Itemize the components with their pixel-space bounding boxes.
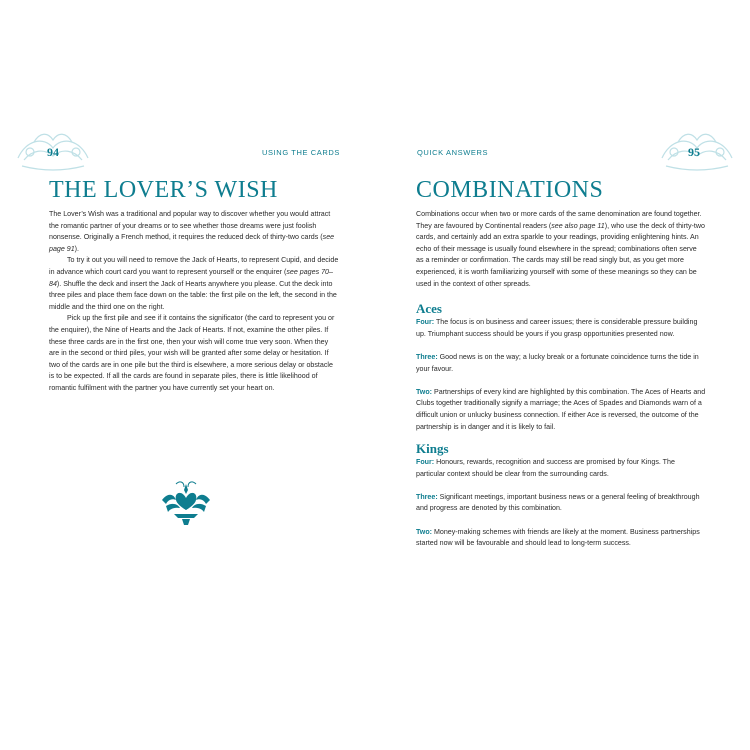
page-title-left: THE LOVER’S WISH: [49, 177, 278, 203]
combination-entry: Three: Good news is on the way; a lucky break or a fortunate coincidence turns the tide in your favour.: [416, 352, 699, 373]
page-number-left: 94: [47, 145, 59, 159]
right-body-text: [416, 209, 706, 550]
winged-heart-ornament-icon: [160, 478, 212, 528]
left-body-text: [49, 209, 339, 395]
combination-entry: Three: Significant meetings, important business news or a general feeling of breakthrough and progress are denoted by this combination.: [416, 492, 700, 513]
page-reference: see also page 11: [551, 221, 605, 230]
paragraph: Pick up the first pile and see if it contains the significator (the card to represent you or the enquirer), the Nine of Hearts and the Jack of Hearts. If not, examine the other piles. If these three cards are in the first one, then your wish will come true very soon. When they are in the second or third piles, your wish will be granted after some delay or hesitation. If two of the cards are in one pile but the third is elsewhere, a more serious delay or obstacle is to be expected. If all the cards are found in separate piles, there is little likelihood of romantic fulfilment with the partner you have currently set your heart on.: [49, 314, 335, 392]
section-heading-kings: Kings: [416, 441, 449, 457]
combination-entry: Four: The focus is on business and career issues; there is considerable pressure building up. Triumphant success should be yours if you grasp opportunities presented now.: [416, 318, 698, 338]
combination-entry: Four: Honours, rewards, recognition and success are promised by four Kings. The particular context should be clear from the surrounding cards.: [416, 458, 675, 478]
page-reference: see page 91: [49, 233, 335, 253]
page-title-right: COMBINATIONS: [416, 177, 604, 203]
running-head-left: USING THE CARDS: [262, 148, 341, 157]
intro-paragraph: Combinations occur when two or more cards of the same denomination are found together. They are favoured by Continental readers (see also page 11), who use the deck of thirty-two cards, and certainly add an extra sparkle to your readings, providing enlightening hints. An echo of their message is usually found elsewhere in the spread; combinations often serve as a reminder or confirmation. The cards may still be read singly but, as you get more experienced, it is worth familiarizing yourself with some of these meanings so they can be used in the context of other spreads.: [416, 210, 705, 288]
combination-entry: Two: Money-making schemes with friends are likely at the moment. Business partnerships started now will be favourable and should lead to long-term success.: [416, 527, 700, 548]
page-reference: see pages 70–84: [49, 267, 333, 288]
paragraph: To try it out you will need to remove the Jack of Hearts, to represent Cupid, and decide in advance which court card you want to represent yourself or the enquirer (see pages 70–84). Shuffle the deck and insert the Jack of Hearts anywhere you please. Cut the deck into three piles and place them face down on the table: the first pile on the left, the second in the middle and the third one on the right.: [49, 256, 339, 311]
combination-entry: Two: Partnerships of every kind are highlighted by this combination. The Aces of Hearts and Clubs together traditionally signify a marriage; the Aces of Spades and Diamonds warn of a difficult union or unlucky business connection. If either Ace is reversed, the outcome of the partnership is in danger and it is likely to fail.: [416, 387, 706, 431]
section-heading-aces: Aces: [416, 301, 442, 317]
running-head-right: QUICK ANSWERS: [417, 148, 489, 157]
page-number-right: 95: [688, 145, 700, 159]
paragraph: The Lover’s Wish was a traditional and popular way to discover whether you would attract the romantic partner of your dreams or to see whether those dreams were just foolish nonsense. Originally a French method, it requires the reduced deck of thirty-two cards (see page 91).: [49, 210, 335, 253]
